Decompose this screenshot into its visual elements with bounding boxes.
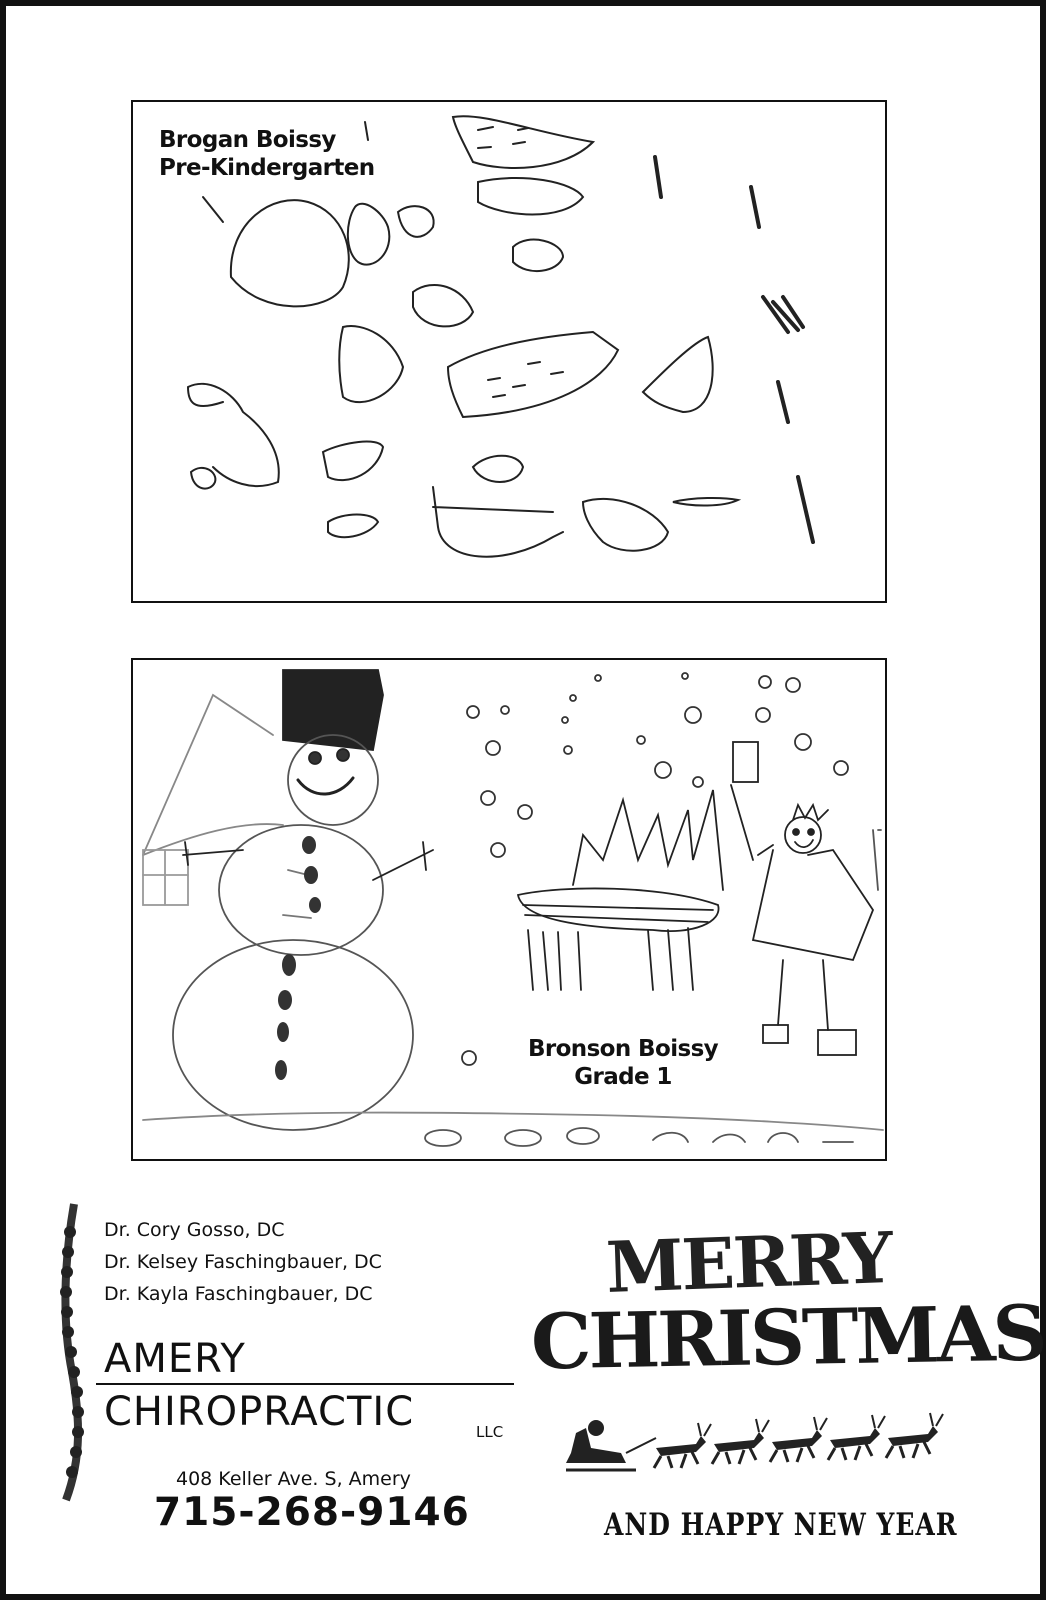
artist-grade-2: Grade 1 [574, 1064, 672, 1090]
artist-grade-1: Pre-Kindergarten [159, 155, 375, 181]
doctor-name: Dr. Kayla Faschingbauer, DC [104, 1283, 373, 1305]
artist-name-1: Brogan Boissy [159, 127, 336, 153]
greeting-line-1: MERRY [604, 1216, 893, 1309]
doctor-list [104, 1214, 382, 1310]
clinic-name-divider [96, 1383, 514, 1385]
drawing-panel-2 [131, 658, 887, 1161]
clinic-name-line-1: AMERY [104, 1336, 246, 1382]
clinic-name-line-2: CHIROPRACTIC [104, 1389, 415, 1435]
clinic-phone: 715-268-9146 [154, 1490, 470, 1535]
clinic-name-suffix: LLC [476, 1423, 504, 1441]
spine-icon [54, 1202, 94, 1502]
clinic-address: 408 Keller Ave. S, Amery [176, 1468, 411, 1490]
artist-label-1 [159, 126, 375, 182]
doctor-name: Dr. Kelsey Faschingbauer, DC [104, 1251, 382, 1273]
doctor-name: Dr. Cory Gosso, DC [104, 1219, 285, 1241]
greeting-line-3: AND HAPPY NEW YEAR [604, 1506, 958, 1543]
artist-label-2 [493, 1035, 753, 1091]
artist-name-2: Bronson Boissy [527, 1036, 719, 1062]
drawing-panel-1 [131, 100, 887, 603]
santa-sleigh-reindeer-icon [566, 1408, 946, 1488]
greeting-line-2: CHRISTMAS [530, 1288, 1046, 1387]
